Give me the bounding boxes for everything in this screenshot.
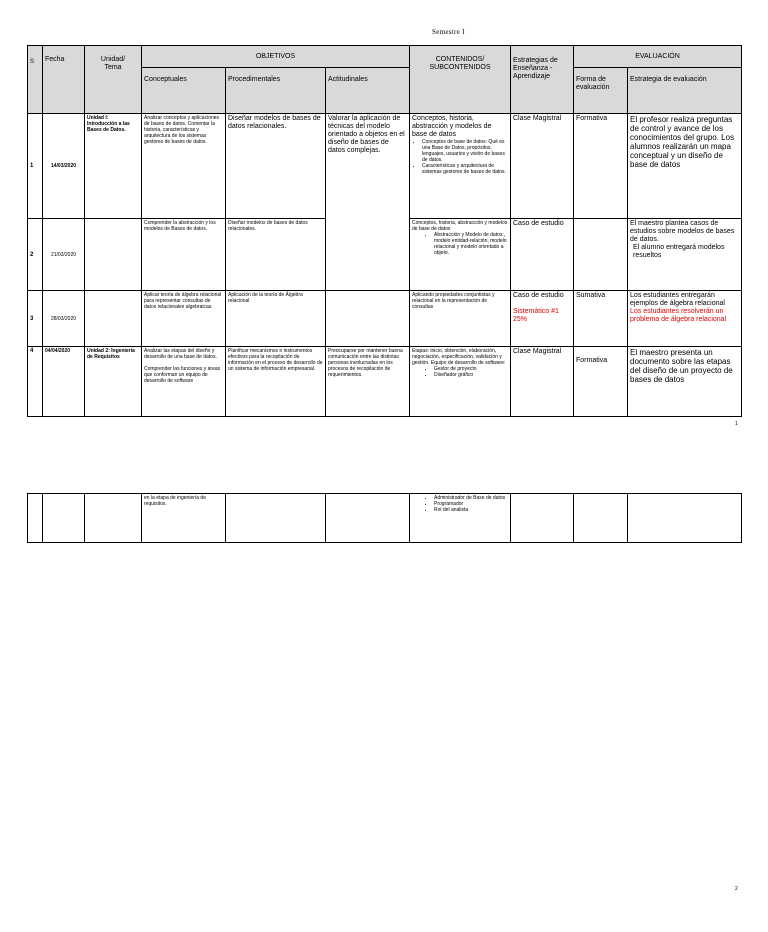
row-unidad <box>85 494 142 543</box>
list-item: • Gestor de proyecto <box>434 366 508 372</box>
row-estrategia-eval: El maestro presenta un documento sobre las etapas del diseño de un proyecto de bases de datos <box>628 347 742 417</box>
contenidos-intro: Etapas: inicio, obtención, elaboración, negociación, especificación, validación y gestión. Equipo de desarrollo de software: <box>412 348 506 366</box>
conceptuales-text: Comprender las funciones y áreas que conforman un equipo de desarrollo de software <box>144 366 221 384</box>
row-unidad <box>85 291 142 347</box>
header-s: S <box>28 46 43 114</box>
row-procedimentales: Diseñar modelos de bases de datos relacionales. <box>226 114 326 219</box>
planning-table <box>27 45 742 417</box>
row-estrategias: Clase Magistral <box>511 114 574 219</box>
row-contenidos <box>410 494 511 543</box>
row-forma <box>574 494 628 543</box>
table-row <box>28 494 742 543</box>
row-number: 1 <box>28 114 43 219</box>
row-procedimentales: Diseñar modelos de bases de datos relacionales. <box>226 219 326 291</box>
row-forma <box>574 219 628 291</box>
semester-label: Semestre I <box>432 28 465 36</box>
estrategia-eval-text: El alumno entregará modelos resueltos <box>633 244 725 259</box>
contenidos-list <box>412 495 508 513</box>
table-row <box>28 291 742 347</box>
row-unidad: Unidad I: Introducción a las Bases de Datos. <box>85 114 142 219</box>
list-item: • Diseñador gráfico <box>434 372 508 378</box>
row-date <box>43 494 85 543</box>
header-evaluacion: EVALUACIÓN <box>574 46 742 68</box>
estrategia-eval-text: El maestro plantea casos de estudios sobre modelos de bases de datos. <box>630 220 735 243</box>
row-conceptuales: Comprender la abstracción y los modelos de Bases de datos. <box>142 219 226 291</box>
list-item: • Características y arquitectura de sistemas gestores de bases de datos. <box>422 163 508 175</box>
header-procedimentales: Procedimentales <box>226 68 326 114</box>
row-actitudinales <box>326 494 410 543</box>
row-estrategia-eval <box>628 494 742 543</box>
row-actitudinales: Preocuparse por mantener buena comunicación entre las distintas personas involucradas en los procesos de recopilación de requerimientos. <box>326 347 410 417</box>
row-date: 14/03/2020 <box>43 114 85 219</box>
row-forma: Formativa <box>574 347 628 417</box>
row-estrategias: Clase Magistral <box>511 347 574 417</box>
row-estrategia-eval <box>628 291 742 347</box>
row-contenidos <box>410 114 511 219</box>
planning-table-continued <box>27 493 742 543</box>
header-contenidos: CONTENIDOS/ SUBCONTENIDOS <box>410 46 511 114</box>
row-number: 3 <box>28 291 43 347</box>
list-item: • Conceptos de base de datos: Qué es una Base de Datos, propósitos, lenguajes, usuarios y visión de bases de datos. <box>422 139 508 163</box>
row-number <box>28 494 43 543</box>
row-estrategias <box>511 494 574 543</box>
header-estrategia-eval: Estrategia de evaluación <box>628 68 742 114</box>
row-estrategia-eval <box>628 219 742 291</box>
row-number: 2 <box>28 219 43 291</box>
row-contenidos: Aplicando propiedades conjuntistas y relacional en la representación de consultas <box>410 291 511 347</box>
row-actitudinales <box>326 291 410 347</box>
row-estrategias <box>511 291 574 347</box>
row-conceptuales: en la etapa de ingeniería de requisitos. <box>142 494 226 543</box>
header-forma: Forma de evaluación <box>574 68 628 114</box>
row-conceptuales <box>142 347 226 417</box>
row-date: 28/03/2020 <box>43 291 85 347</box>
table-row <box>28 347 742 417</box>
row-estrategia-eval: El profesor realiza preguntas de control y avance de los conocimientos del grupo. Los alumnos realizarán un mapa conceptual y un diseño de base de datos <box>628 114 742 219</box>
row-date: 04/04/2020 <box>43 347 85 417</box>
row-actitudinales: Valorar la aplicación de técnicas del modelo orientado a objetos en el diseño de bases de datos complejas. <box>326 114 410 291</box>
conceptuales-text: Analizar las etapas del diseño y desarrollo de una base de datos. <box>144 348 217 360</box>
contenidos-intro: Conceptos, historia, abstracción y modelos de base de datos <box>412 220 508 232</box>
estrategias-text: Caso de estudio <box>513 292 564 299</box>
row-estrategias: Caso de estudio <box>511 219 574 291</box>
row-conceptuales: Analizar conceptos y aplicaciones de bases de datos. Comentar la historia, características y arquitectura de los sistemas gestores de bases de datos. <box>142 114 226 219</box>
estrategia-eval-red-text: Los estudiantes resolverán un problema de álgebra relacional <box>630 308 727 323</box>
row-procedimentales: Planificar mecanismos e instrumentos efectivos para la recopilación de información en el proceso de desarrollo de un sistema de información empresarial. <box>226 347 326 417</box>
header-row-1 <box>28 46 742 68</box>
row-date: 21/03/2020 <box>43 219 85 291</box>
header-fecha: Fecha <box>43 46 85 114</box>
page-number: 1 <box>735 421 738 427</box>
estrategia-eval-text: Los estudiantes entregarán ejemplos de álgebra relacional <box>630 292 725 307</box>
list-item: • Administrador de Base de datos <box>434 495 508 501</box>
contenidos-list <box>412 366 508 378</box>
row-contenidos <box>410 347 511 417</box>
page-number: 2 <box>735 886 738 892</box>
contenidos-list <box>412 232 508 256</box>
contenidos-intro: Conceptos, historia, abstracción y modelos de base de datos <box>412 115 492 138</box>
table-row <box>28 114 742 219</box>
row-number: 4 <box>28 347 43 417</box>
row-procedimentales <box>226 494 326 543</box>
row-unidad: Unidad 2: Ingeniería de Requisitos <box>85 347 142 417</box>
row-contenidos <box>410 219 511 291</box>
header-unidad: Unidad/ Tema <box>85 46 142 114</box>
row-conceptuales: Aplicar teoría de álgebra relacional para representar consultas de datos relacionales algebraicas. <box>142 291 226 347</box>
header-conceptuales: Conceptuales <box>142 68 226 114</box>
header-objetivos: OBJETIVOS <box>142 46 410 68</box>
row-forma: Formativa <box>574 114 628 219</box>
list-item: • Programador <box>434 501 508 507</box>
list-item: • Abstracción y Modelo de datos:, modelo entidad-relación, modelo relacional y modelo orientado a objeto. <box>434 232 508 256</box>
row-forma: Sumativa <box>574 291 628 347</box>
row-procedimentales: Aplicación de la teoría de Álgebra relacional <box>226 291 326 347</box>
row-unidad <box>85 219 142 291</box>
list-item: • Rol del analista <box>434 507 508 513</box>
contenidos-list <box>412 139 508 175</box>
header-estrategias: Estrategias de Enseñanza - Aprendizaje <box>511 46 574 114</box>
estrategias-red-text: Sistemático #1 25% <box>513 308 559 323</box>
header-actitudinales: Actitudinales <box>326 68 410 114</box>
